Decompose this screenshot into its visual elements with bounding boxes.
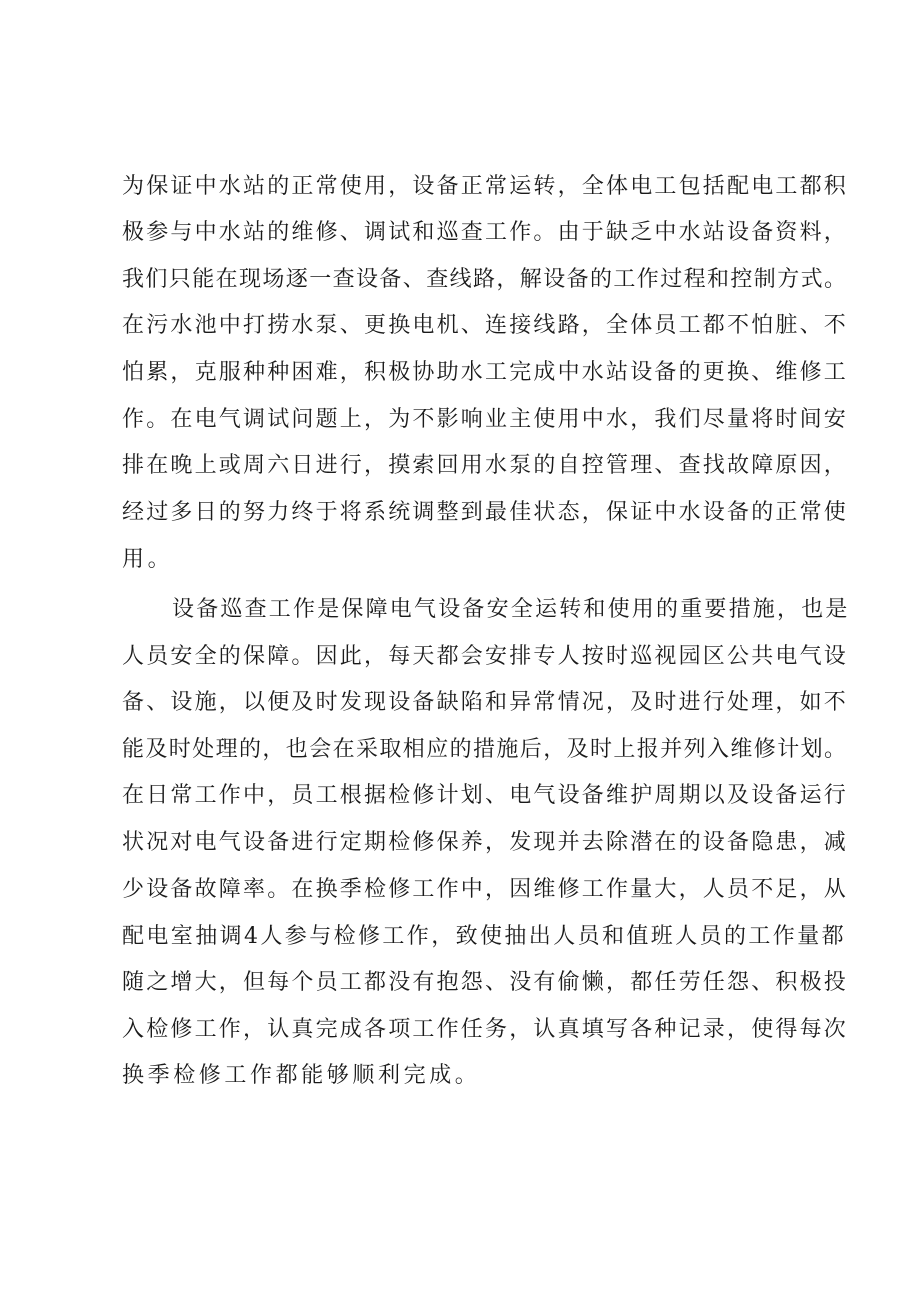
paragraph-2-line-2: 人员安全的保障。因此，每天都会安排专人按时巡视园区公共电气设 <box>122 644 849 669</box>
paragraph-1-line-7: 排在晚上或周六日进行，摸索回用水泵的自控管理、查找故障原因， <box>122 453 849 478</box>
paragraph-1-line-2: 极参与中水站的维修、调试和巡查工作。由于缺乏中水站设备资料， <box>122 220 849 245</box>
paragraph-1-line-6: 作。在电气调试问题上，为不影响业主使用中水，我们尽量将时间安 <box>122 407 849 432</box>
paragraph-2-line-4: 能及时处理的，也会在采取相应的措施后，及时上报并列入维修计划。 <box>122 737 848 762</box>
paragraph-2-line-6: 状况对电气设备进行定期检修保养，发现并去除潜在的设备隐患，减 <box>122 830 849 855</box>
paragraph-2-line-5: 在日常工作中，员工根据检修计划、电气设备维护周期以及设备运行 <box>122 783 849 808</box>
paragraph-1-line-4: 在污水池中打捞水泵、更换电机、连接线路，全体员工都不怕脏、不 <box>122 313 849 338</box>
paragraph-2-line-3: 备、设施，以便及时发现设备缺陷和异常情况，及时进行处理，如不 <box>122 690 849 715</box>
paragraph-2-line-11: 换季检修工作都能够顺利完成。 <box>122 1063 481 1088</box>
paragraph-1-line-1: 为保证中水站的正常使用，设备正常运转，全体电工包括配电工都积 <box>122 174 849 199</box>
paragraph-1-line-5: 怕累，克服种种困难，积极协助水工完成中水站设备的更换、维修工 <box>122 360 849 385</box>
paragraph-1-line-3: 我们只能在现场逐一查设备、查线路，解设备的工作过程和控制方式。 <box>122 267 848 292</box>
paragraph-2-line-10: 入检修工作，认真完成各项工作任务，认真填写各种记录，使得每次 <box>122 1017 849 1042</box>
paragraph-2-line-7: 少设备故障率。在换季检修工作中，因维修工作量大，人员不足，从 <box>122 877 849 902</box>
paragraph-2-line-9: 随之增大，但每个员工都没有抱怨、没有偷懒，都任劳任怨、积极投 <box>122 970 849 995</box>
paragraph-2-line-1: 设备巡查工作是保障电气设备安全运转和使用的重要措施，也是 <box>172 597 850 622</box>
paragraph-1-line-9: 用。 <box>122 547 174 572</box>
paragraph-1-line-8: 经过多日的努力终于将系统调整到最佳状态，保证中水设备的正常使 <box>122 500 849 525</box>
paragraph-2-line-8: 配电室抽调4人参与检修工作，致使抽出人员和值班人员的工作量都 <box>122 924 846 949</box>
